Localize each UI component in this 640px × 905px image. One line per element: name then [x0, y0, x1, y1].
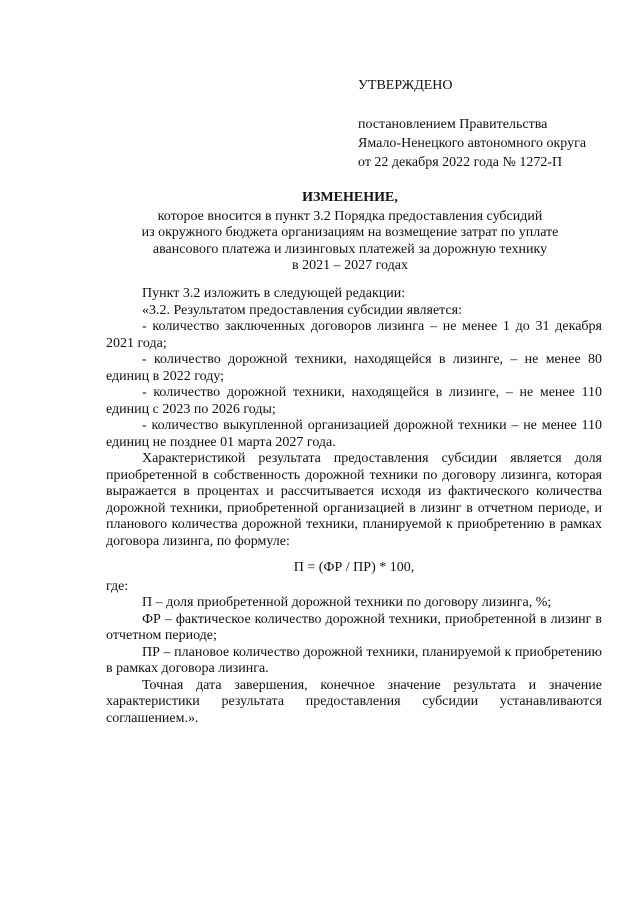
heading-title: ИЗМЕНЕНИЕ, [302, 190, 398, 205]
intro-paragraph: Пункт 3.2 изложить в следующей редакции: [142, 286, 406, 301]
heading-line-2: из окружного бюджета организациям на возмещение затрат по уплате [141, 225, 559, 240]
heading-line-3: авансового платежа и лизинговых платежей за дорожную технику [152, 241, 548, 257]
definition-fr: ФР – фактическое количество дорожной техники, приобретенной в лизинг в отчетном периоде; [106, 611, 602, 643]
closing-paragraph: Точная дата завершения, конечное значение результата и значение характеристики результата предоставления субсидии устанавливаются соглашением.». [106, 677, 602, 726]
result-item-2: - количество дорожной техники, находящейся в лизинге, – не менее 80 единиц в 2022 году; [106, 352, 602, 384]
approval-line-1: постановлением Правительства [358, 117, 548, 132]
document-body [106, 286, 602, 727]
where-label: где: [106, 578, 129, 594]
definition-p: П – доля приобретенной дорожной техники по договору лизинга, %; [142, 595, 552, 610]
approval-line-3: от 22 декабря 2022 года № 1272-П [358, 155, 563, 170]
definition-pr: ПР – плановое количество дорожной техники, планируемой к приобретению в рамках договора лизинга. [106, 644, 602, 676]
result-item-3: - количество дорожной техники, находящейся в лизинге, – не менее 110 единиц с 2023 по 2026 годы; [106, 385, 602, 417]
approval-title: УТВЕРЖДЕНО [358, 78, 453, 93]
formula: П = (ФР / ПР) * 100, [293, 560, 415, 575]
approval-line-2: Ямало-Ненецкого автономного округа [358, 136, 587, 151]
result-heading: «3.2. Результатом предоставления субсидии является: [142, 302, 462, 318]
result-item-1: - количество заключенных договоров лизинга – не менее 1 до 31 декабря 2021 года; [106, 319, 602, 351]
document-heading [100, 190, 600, 275]
result-item-4: - количество выкупленной организацией дорожной техники – не менее 110 единиц не позднее 01 марта 2027 года. [106, 418, 602, 450]
characteristic-paragraph: Характеристикой результата предоставления субсидии является доля приобретенной в собственность дорожной техники по договору лизинга, которая выражается в процентах и рассчитывается исходя из фактического количества дорожной техники, приобретенной организацией в лизинг в отчетном периоде, и планового количества дорожной техники, планируемой к приобретению в рамках договора лизинга, по формуле: [106, 451, 602, 549]
approval-block [358, 76, 586, 172]
heading-line-1: которое вносится в пункт 3.2 Порядка предоставления субсидий [157, 208, 543, 224]
heading-line-4: в 2021 – 2027 годах [292, 258, 408, 273]
